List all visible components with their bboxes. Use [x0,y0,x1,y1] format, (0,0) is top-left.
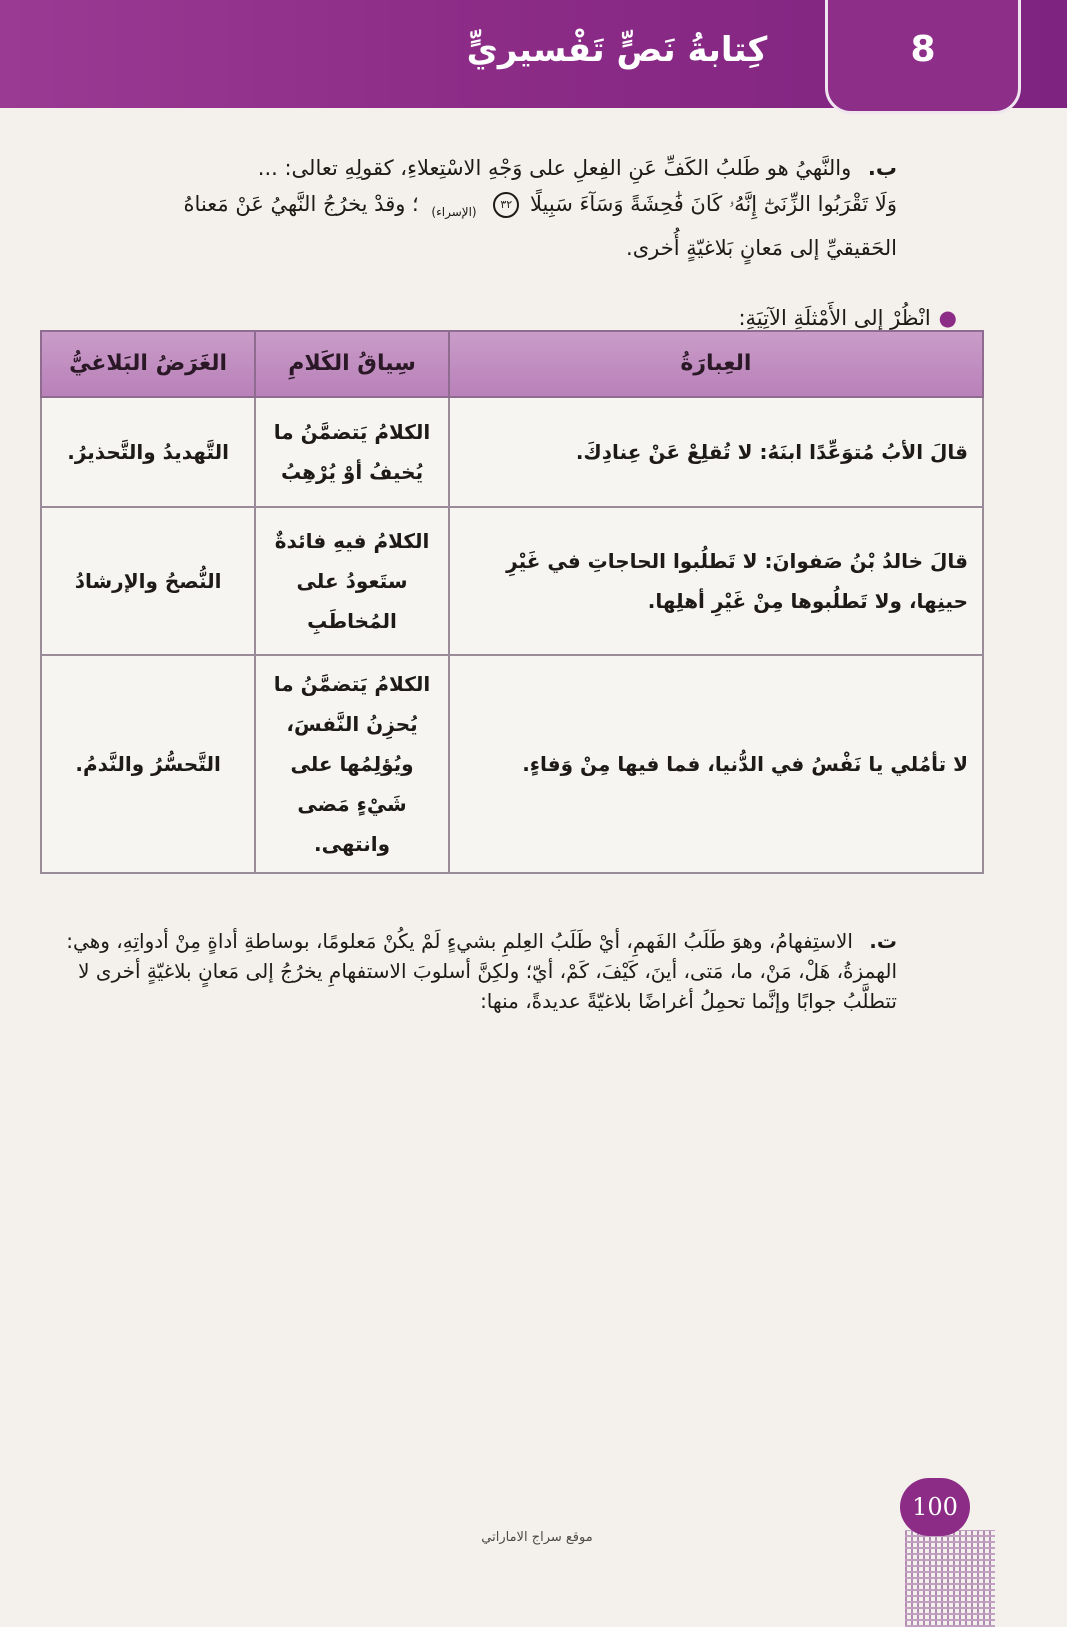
surah-reference: (الإسراء) [431,205,477,220]
row-phrase: قالَ خالدُ بْنُ صَفوانَ: لا تَطلُبوا الحاجاتِ في غَيْرِ حينِها، ولا تَطلُبوها مِنْ غَيْرِ أهلِها. [449,507,983,655]
quran-verse: وَلَا تَقْرَبُوا الزِّنَىٰٓ إِنَّهُۥ كَانَ فَٰحِشَةً وَسَآءَ سَبِيلًا [530,192,897,216]
bullet-icon: ● [938,306,957,330]
section-b-marker: ب. [867,156,897,180]
header-purpose: الغَرَضُ البَلاغيُّ [41,331,255,397]
chapter-number: 8 [910,29,936,70]
row-context: الكلامُ يَتضمَّنُ ما يُخيفُ أوْ يُرْهِبُ [255,397,449,507]
section-b-line1: والنَّهيُ هو طَلبُ الكَفِّ عَنِ الفِعلِ على وَجْهِ الاسْتِعلاءِ، كقولِهِ تعالى: ... [257,156,852,180]
chapter-title: كِتابةُ نَصٍّ تَفْسيريٍّ [466,30,768,70]
row-phrase: قالَ الأبُ مُتوَعِّدًا ابنَهُ: لا تُقلِعْ عَنْ عِنادِكَ. [449,397,983,507]
page-number: 100 [900,1478,970,1536]
row-purpose: التَّحسُّرُ والنَّدمُ. [41,655,255,873]
table-header-row [41,331,983,397]
row-context: الكلامُ فيهِ فائدةٌ ستَعودُ على المُخاطَبِ [255,507,449,655]
row-phrase: لا تأمُلي يا نَفْسُ في الدُّنيا، فما فيها مِنْ وَفاءٍ. [449,655,983,873]
row-purpose: التَّهديدُ والتَّحذيرُ. [41,397,255,507]
corner-pattern [905,1530,995,1627]
examples-table [40,330,984,874]
table-row [41,397,983,507]
row-context: الكلامُ يَتضمَّنُ ما يُحزِنُ النَّفسَ، ويُؤلِمُها على شَيْءٍ مَضى وانتهى. [255,655,449,873]
examples-intro-text: انْظُرْ إلى الأَمْثلَةِ الآتِيَةِ: [738,306,931,330]
section-t-paragraph [57,926,897,1016]
header-phrase: العِبارَةُ [449,331,983,397]
section-b-line3: الحَقيقيِّ إلى مَعانٍ بَلاغيّةٍ أُخرى. [626,236,897,261]
table-row [41,507,983,655]
ayah-number: ٣٢ [493,192,519,218]
row-purpose: النُّصحُ والإرشادُ [41,507,255,655]
section-b-after-quote: ؛ وقدْ يخرُجُ النَّهيُ عَنْ مَعناهُ [183,192,419,216]
footer-site-name: موقع سراج الاماراتي [481,1530,593,1545]
header-context: سِياقُ الكَلامِ [255,331,449,397]
chapter-number-tab [825,0,1021,114]
section-t-text: الاستِفهامُ، وهوَ طَلَبُ الفَهمِ، أيْ طَلَبُ العِلمِ بشيءٍ لَمْ يكُنْ مَعلومًا، بوساطةِ أداةٍ مِنْ أدواتِهِ، وهي: الهمزةُ، هَلْ، مَنْ، ما، مَتى، أينَ، كَيْفَ، كَمْ، أيّ؛ ولكِنَّ أسلوبَ الاستفهامِ يخرُجُ إلى مَعانٍ بلاغيّةٍ أخرى لا تتطلَّبُ جوابًا وإنَّما تحمِلُ أغراضًا بلاغيّةً عديدةً، منها: [66,929,897,1013]
section-t-marker: ت. [869,929,897,953]
table-row [41,655,983,873]
section-b-paragraph [117,150,897,266]
examples-intro [357,303,957,333]
